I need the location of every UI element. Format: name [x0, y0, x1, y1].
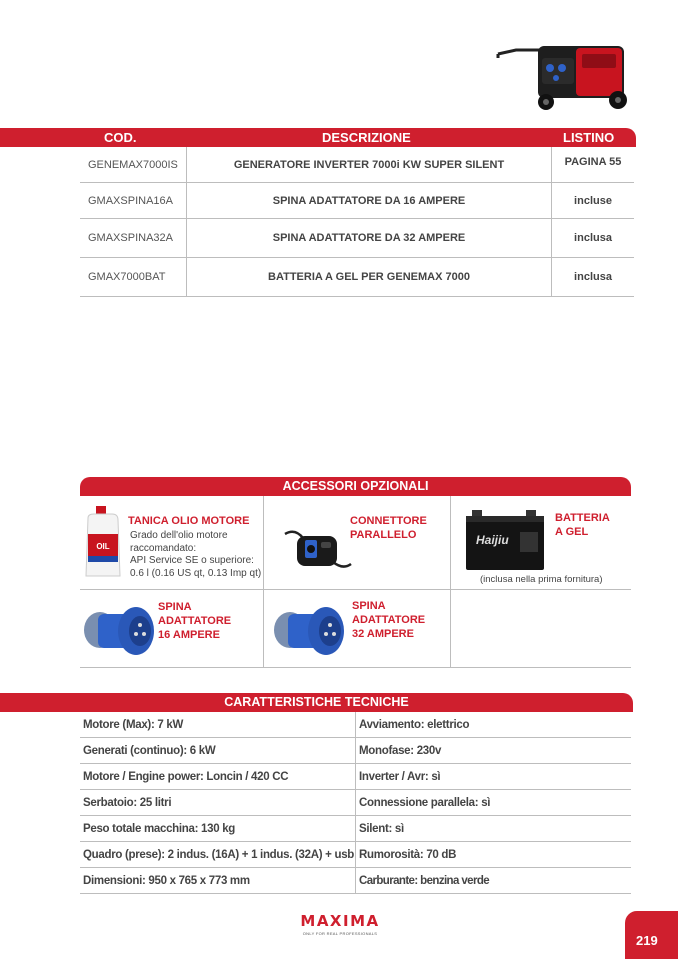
battery-brand: Haijiu: [476, 533, 509, 547]
connector-title: CONNETTORE PARALLELO: [350, 515, 427, 541]
brand-logo: [295, 912, 385, 938]
grid-divider: [263, 496, 264, 668]
code-cell: GMAXSPINA32A: [80, 219, 187, 257]
spec-cell: Generati (continuo): 6 kW: [80, 738, 356, 763]
page-number: 219: [625, 911, 678, 959]
plug-16a-image: [80, 600, 158, 660]
codes-table: [80, 147, 634, 297]
spec-cell: Avviamento: elettrico: [359, 718, 470, 731]
oil-title: TANICA OLIO MOTORE: [128, 515, 250, 527]
plug-32a-title: SPINA ADATTATORE 32 AMPERE: [352, 600, 426, 640]
grid-divider: [80, 589, 631, 590]
specs-table: [80, 712, 631, 894]
list-cell: PAGINA 55: [564, 156, 622, 168]
code-cell: GMAXSPINA16A: [80, 183, 187, 218]
list-cell: inclusa: [574, 271, 612, 283]
spec-cell: Motore (Max): 7 kW: [80, 712, 356, 737]
code-cell: GMAX7000BAT: [80, 258, 187, 296]
list-cell: inclusa: [574, 232, 612, 244]
brand-name: MAXIMA: [300, 912, 380, 930]
table-row: [80, 790, 631, 816]
table-row: [80, 842, 631, 868]
specs-header: CARATTERISTICHE TECNICHE: [0, 693, 633, 712]
description-cell: SPINA ADATTATORE DA 32 AMPERE: [187, 219, 552, 257]
battery-title: BATTERIA A GEL: [555, 512, 610, 538]
oil-can-label: OIL: [96, 542, 110, 551]
spec-cell: Peso totale macchina: 130 kg: [80, 816, 356, 841]
accessories-grid: [80, 496, 631, 668]
oil-can-image: [82, 504, 124, 580]
table-row: [80, 147, 634, 183]
description-cell: SPINA ADATTATORE DA 16 AMPERE: [187, 183, 552, 218]
spec-cell: Monofase: 230v: [359, 744, 442, 757]
spec-cell: Motore / Engine power: Loncin / 420 CC: [80, 764, 356, 789]
col-header-list: LISTINO: [563, 130, 615, 145]
plug-16a-title: SPINA ADATTATORE 16 AMPERE: [158, 601, 232, 641]
codes-header-bar: [0, 128, 636, 147]
table-row: [80, 738, 631, 764]
oil-description: Grado dell'olio motore raccomandato: API Service SE o superiore: 0.6 l (0.16 US qt, 0.13 Imp qt): [130, 530, 262, 579]
spec-cell: Dimensioni: 950 x 765 x 773 mm: [80, 868, 356, 893]
spec-cell: Serbatoio: 25 litri: [80, 790, 356, 815]
spec-cell: Quadro (prese): 2 indus. (16A) + 1 indus. (32A) + usb: [80, 842, 356, 867]
battery-note: (inclusa nella prima fornitura): [480, 574, 603, 585]
table-row: [80, 258, 634, 297]
accessories-header: ACCESSORI OPZIONALI: [80, 477, 631, 496]
generator-image: [496, 40, 636, 112]
table-row: [80, 219, 634, 258]
spec-cell: Inverter / Avr: sì: [359, 770, 441, 783]
spec-cell: Carburante: benzina verde: [359, 874, 490, 887]
description-cell: BATTERIA A GEL PER GENEMAX 7000: [187, 258, 552, 296]
gel-battery-image: [464, 508, 546, 572]
spec-cell: Connessione parallela: sì: [359, 796, 491, 809]
table-row: [80, 816, 631, 842]
col-header-description: DESCRIZIONE: [322, 130, 411, 145]
table-row: [80, 183, 634, 219]
code-cell: GENEMAX7000IS: [80, 147, 187, 182]
table-row: [80, 868, 631, 894]
col-header-code: COD.: [104, 130, 137, 145]
table-row: [80, 712, 631, 738]
spec-cell: Silent: sì: [359, 822, 404, 835]
brand-tagline: ONLY FOR REAL PROFESSIONALS: [302, 931, 378, 936]
spec-cell: Rumorosità: 70 dB: [359, 848, 457, 861]
plug-32a-image: [270, 600, 348, 660]
parallel-connector-image: [283, 526, 353, 574]
description-cell: GENERATORE INVERTER 7000i KW SUPER SILENT: [187, 147, 552, 182]
list-cell: incluse: [574, 194, 612, 207]
table-row: [80, 764, 631, 790]
grid-divider: [450, 496, 451, 668]
